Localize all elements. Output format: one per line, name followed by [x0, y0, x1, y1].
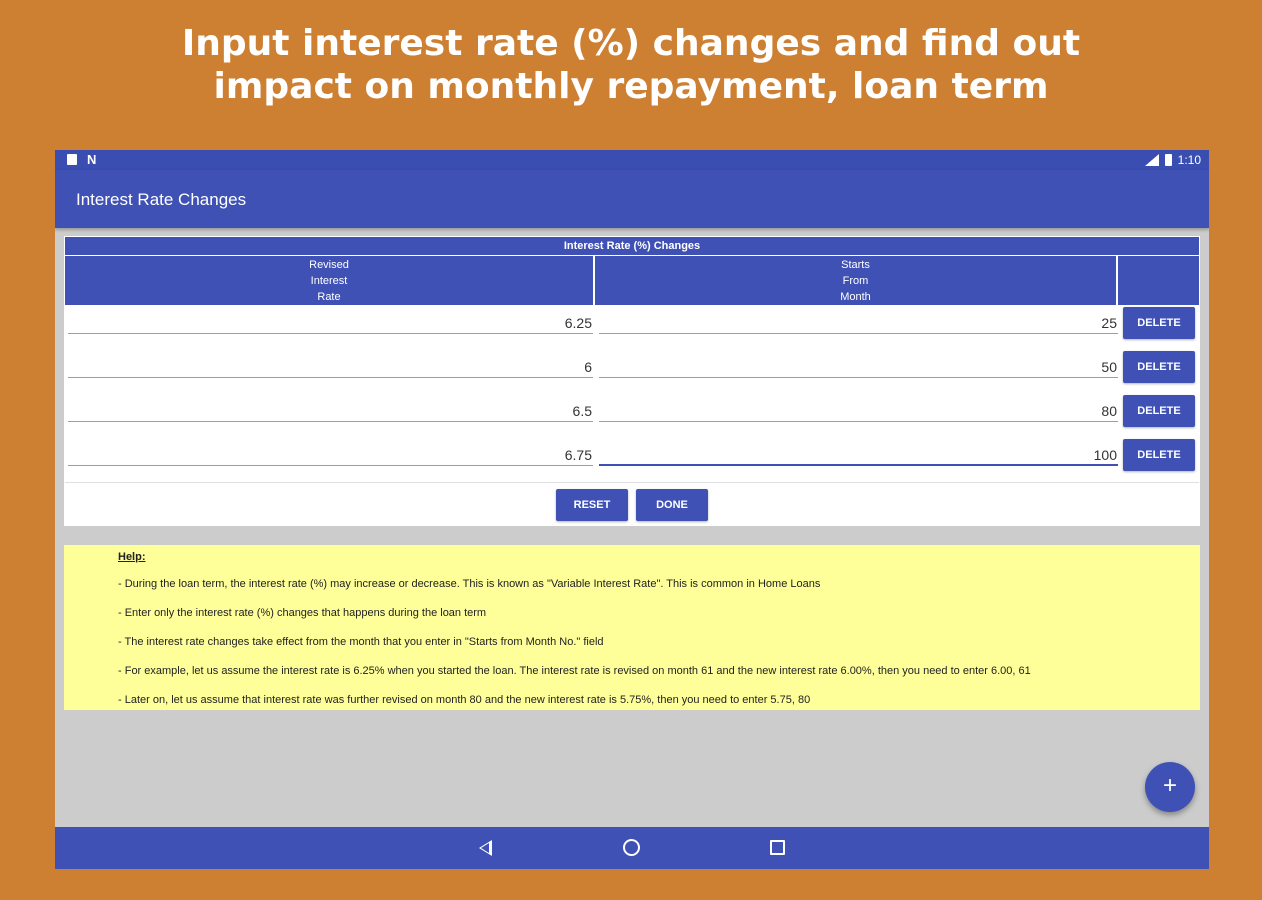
promo-headline — [0, 22, 1262, 108]
table-row — [64, 394, 1200, 438]
rate-input[interactable]: 6.25 — [68, 312, 593, 334]
column-header-start-month — [595, 256, 1116, 305]
month-input[interactable]: 50 — [599, 356, 1118, 378]
delete-button[interactable]: DELETE — [1123, 439, 1195, 471]
page-title: Interest Rate Changes — [76, 190, 247, 209]
add-rate-fab-button[interactable] — [1145, 762, 1195, 812]
table-row — [64, 350, 1200, 394]
done-button[interactable]: DONE — [636, 489, 708, 521]
device-screen — [55, 150, 1209, 869]
sd-card-icon — [67, 154, 77, 165]
interest-rate-table-card — [64, 236, 1200, 526]
promo-headline-line1: Input interest rate (%) changes and find out — [181, 23, 1081, 64]
help-line: - Enter only the interest rate (%) changes that happens during the loan term — [118, 607, 487, 619]
help-line: - The interest rate changes take effect from the month that you enter in "Starts from Month No." field — [118, 636, 604, 648]
column-header-revised-rate — [65, 256, 593, 305]
table-row — [64, 306, 1200, 350]
column-header-text: Month — [840, 291, 871, 303]
home-icon[interactable] — [623, 839, 640, 856]
reset-button[interactable]: RESET — [556, 489, 628, 521]
help-title: Help: — [118, 551, 146, 563]
delete-button[interactable]: DELETE — [1123, 351, 1195, 383]
column-header-text: Rate — [317, 291, 341, 303]
delete-button[interactable]: DELETE — [1123, 395, 1195, 427]
month-input[interactable]: 80 — [599, 400, 1118, 422]
promo-headline-line2: impact on monthly repayment, loan term — [213, 66, 1049, 107]
help-panel — [64, 545, 1200, 710]
help-line: - For example, let us assume the interest rate is 6.25% when you started the loan. The interest rate is revised on month 61 and the new interest rate 6.00%, then you need to enter 6.00, 61 — [118, 665, 1031, 677]
system-nav-bar — [55, 827, 1209, 869]
column-header-text: Revised — [309, 259, 349, 271]
rate-input[interactable]: 6.5 — [68, 400, 593, 422]
rate-input[interactable]: 6.75 — [68, 444, 593, 466]
divider — [65, 482, 1199, 483]
help-line: - Later on, let us assume that interest rate was further revised on month 80 and the new interest rate is 5.75%, then you need to enter 5.75, 80 — [118, 694, 811, 706]
column-header-text: From — [842, 275, 869, 287]
month-input[interactable]: 100 — [599, 444, 1118, 466]
column-header-text: Starts — [841, 259, 870, 271]
table-row — [64, 438, 1200, 482]
help-line: - During the loan term, the interest rate (%) may increase or decrease. This is known as "Variable Interest Rate". This is common in Home Loans — [118, 578, 821, 590]
app-bar — [55, 170, 1209, 228]
recent-apps-icon[interactable] — [770, 840, 785, 855]
column-header-actions — [1118, 256, 1199, 305]
plus-icon: + — [1162, 772, 1177, 799]
back-icon[interactable] — [479, 840, 492, 856]
rate-input[interactable]: 6 — [68, 356, 593, 378]
column-header-text: Interest — [310, 275, 348, 287]
status-bar — [55, 150, 1209, 170]
battery-icon — [1165, 154, 1172, 166]
n-notification-icon: N — [87, 152, 97, 167]
table-title: Interest Rate (%) Changes — [65, 237, 1199, 255]
month-input[interactable]: 25 — [599, 312, 1118, 334]
status-time: 1:10 — [1177, 153, 1201, 167]
signal-icon — [1145, 154, 1159, 166]
delete-button[interactable]: DELETE — [1123, 307, 1195, 339]
